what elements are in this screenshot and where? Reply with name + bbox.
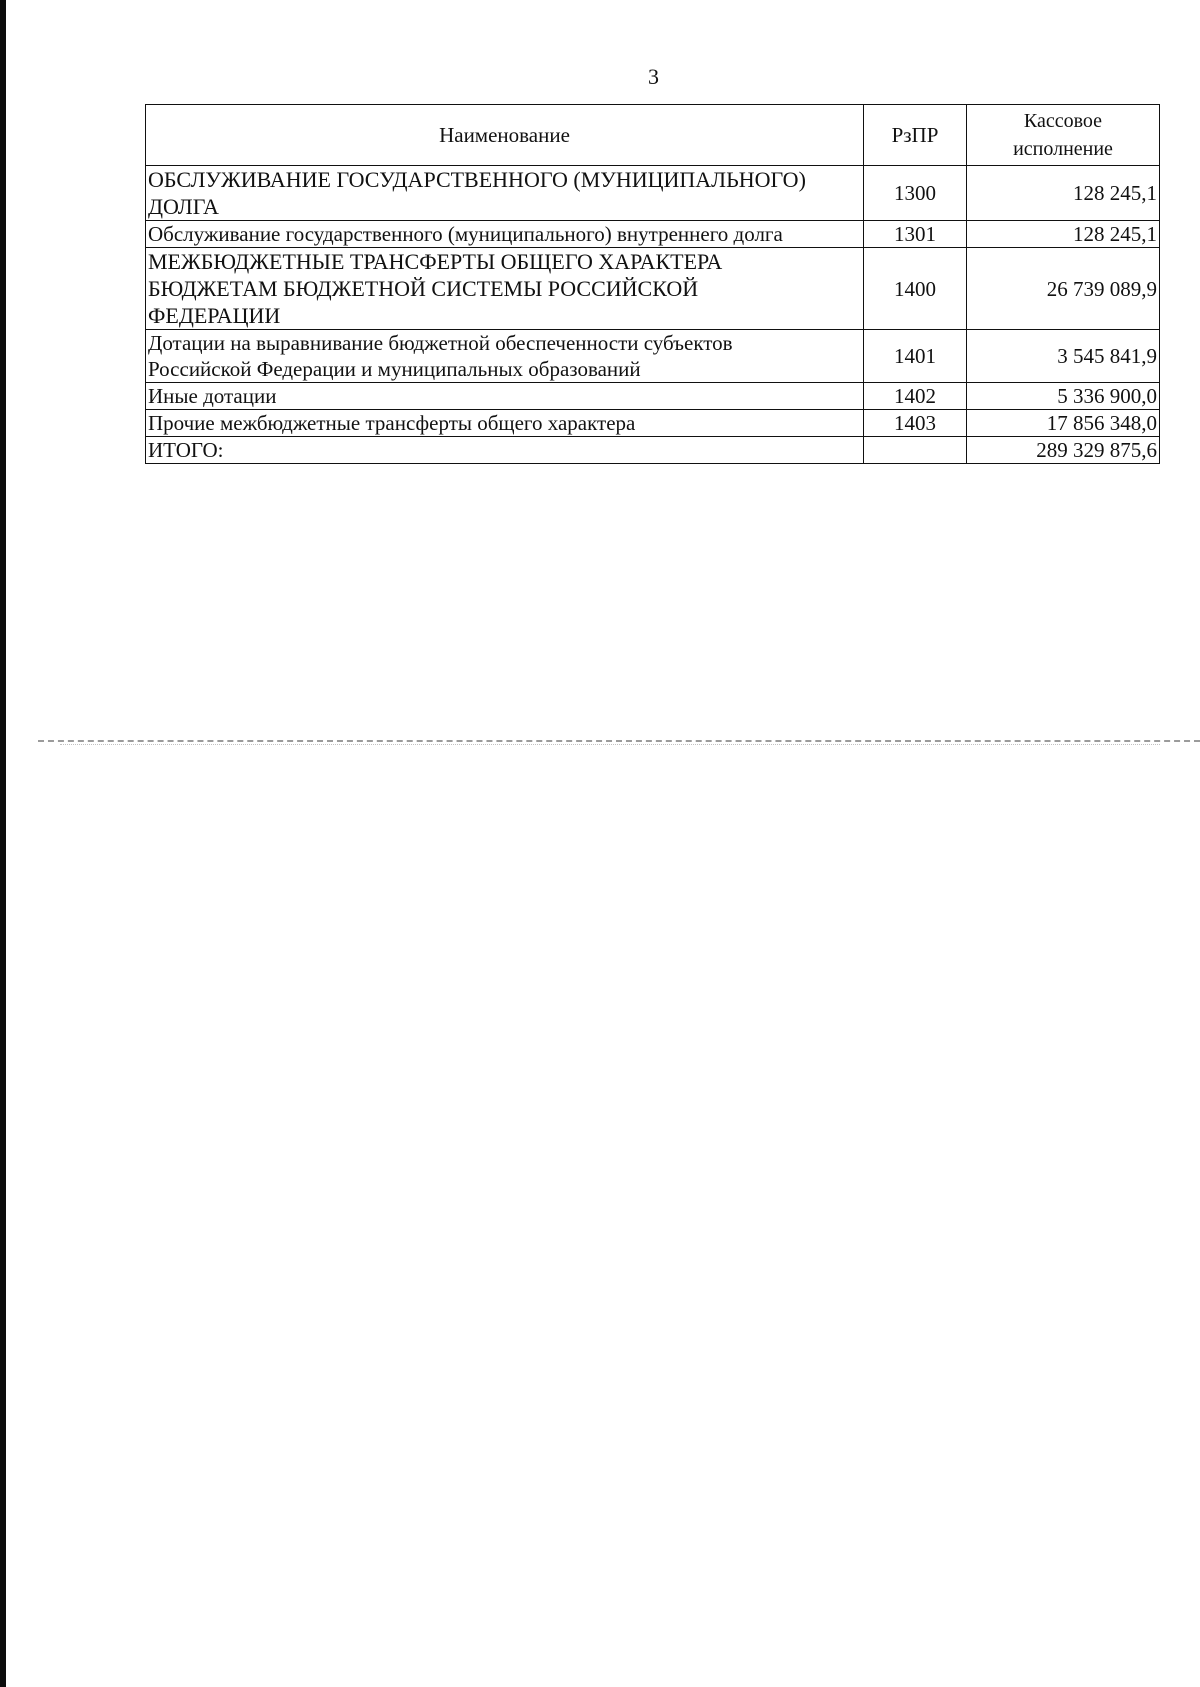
row-name-line: МЕЖБЮДЖЕТНЫЕ ТРАНСФЕРТЫ ОБЩЕГО ХАРАКТЕРА: [148, 249, 723, 274]
table-row: [146, 330, 1160, 383]
row-name-line: ФЕДЕРАЦИИ: [148, 303, 281, 328]
row-name-line: Дотации на выравнивание бюджетной обеспеченности субъектов: [148, 331, 733, 355]
row-code: 1300: [864, 166, 967, 221]
total-value: 289 329 875,6: [967, 437, 1160, 464]
row-value: 26 739 089,9: [967, 248, 1160, 330]
header-code: РзПР: [864, 105, 967, 166]
budget-execution-table: [145, 104, 1160, 464]
total-row: [146, 437, 1160, 464]
total-code: [864, 437, 967, 464]
row-name: [146, 330, 864, 383]
row-name: [146, 410, 864, 437]
row-value: 3 545 841,9: [967, 330, 1160, 383]
row-name: [146, 166, 864, 221]
row-code: 1301: [864, 221, 967, 248]
table-row: [146, 221, 1160, 248]
header-name: Наименование: [146, 105, 864, 166]
row-value: 128 245,1: [967, 166, 1160, 221]
table-row: [146, 166, 1160, 221]
row-name: [146, 248, 864, 330]
row-value: 5 336 900,0: [967, 383, 1160, 410]
page-number: 3: [648, 64, 659, 89]
row-name-line: Прочие межбюджетные трансферты общего характера: [148, 411, 636, 435]
header-value-line1: Кассовое: [1023, 110, 1103, 132]
scan-artifact-line: [60, 744, 1160, 745]
row-name-line: БЮДЖЕТАМ БЮДЖЕТНОЙ СИСТЕМЫ РОССИЙСКОЙ: [148, 276, 699, 301]
row-code: 1403: [864, 410, 967, 437]
row-value: 128 245,1: [967, 221, 1160, 248]
row-name-line: ОБСЛУЖИВАНИЕ ГОСУДАРСТВЕННОГО (МУНИЦИПАЛЬНОГО): [148, 167, 806, 192]
table-row: [146, 248, 1160, 330]
row-name-line: Обслуживание государственного (муниципального) внутреннего долга: [148, 222, 783, 246]
row-name-line: Иные дотации: [148, 384, 277, 408]
row-code: 1400: [864, 248, 967, 330]
header-value-line2: исполнение: [1013, 138, 1113, 160]
total-label: [146, 437, 864, 464]
row-value: 17 856 348,0: [967, 410, 1160, 437]
table-row: [146, 410, 1160, 437]
row-name: [146, 221, 864, 248]
table-row: [146, 383, 1160, 410]
row-name-line: ИТОГО:: [148, 438, 224, 462]
row-code: 1401: [864, 330, 967, 383]
row-name: [146, 383, 864, 410]
scan-artifact-line: [38, 740, 1200, 742]
row-code: 1402: [864, 383, 967, 410]
scan-left-edge: [0, 0, 6, 1687]
table-header-row: [146, 105, 1160, 166]
header-value: [967, 105, 1160, 166]
row-name-line: Российской Федерации и муниципальных образований: [148, 357, 641, 381]
row-name-line: ДОЛГА: [148, 194, 219, 219]
